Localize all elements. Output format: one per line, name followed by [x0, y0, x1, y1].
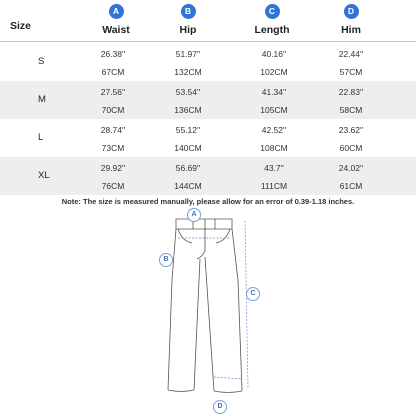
hip-cm: 144CM: [174, 181, 202, 191]
hip-cm: 132CM: [174, 67, 202, 77]
size-row-l: [0, 119, 416, 157]
him-cm: 57CM: [339, 67, 363, 77]
header-divider: [0, 41, 416, 42]
him-label: Him: [341, 24, 361, 36]
table-header: [0, 0, 416, 43]
hip-cm: 140CM: [174, 143, 202, 153]
waist-label: Waist: [102, 24, 130, 36]
him-cm: 58CM: [339, 105, 363, 115]
waist-inch: 26.38'': [100, 49, 126, 59]
marker-d: D: [213, 400, 227, 414]
him-inch: 22.83'': [338, 87, 364, 97]
length-inch: 40.16'': [261, 49, 287, 59]
him-inch: 23.62'': [338, 125, 364, 135]
waist-cm: 73CM: [101, 143, 125, 153]
him-inch: 24.02'': [338, 163, 364, 173]
length-label: Length: [254, 24, 290, 36]
hip-inch: 51.97'': [175, 49, 201, 59]
waist-inch: 27.56'': [100, 87, 126, 97]
length-cm: 102CM: [260, 67, 288, 77]
length-inch: 42.52'': [261, 125, 287, 135]
row-size-label: L: [38, 132, 44, 143]
marker-c: C: [246, 287, 260, 301]
waist-cm: 67CM: [101, 67, 125, 77]
waist-inch: 28.74'': [100, 125, 126, 135]
badge-c: C: [265, 4, 280, 19]
pants-diagram: [0, 205, 416, 416]
him-column-header: [311, 4, 391, 36]
length-cm: 108CM: [260, 143, 288, 153]
size-column-header: Size: [10, 20, 32, 32]
length-inch: 43.7'': [264, 163, 284, 173]
hip-inch: 55.12'': [175, 125, 201, 135]
length-inch: 41.34'': [261, 87, 287, 97]
size-row-s: [0, 43, 416, 81]
hip-cm: 136CM: [174, 105, 202, 115]
length-column-header: [232, 4, 312, 36]
length-cm: 111CM: [260, 181, 288, 191]
measurement-note: Note: The size is measured manually, please allow for an error of 0.39-1.18 inches.: [61, 197, 355, 206]
marker-b: B: [159, 253, 173, 267]
badge-a: A: [109, 4, 124, 19]
badge-b: B: [181, 4, 196, 19]
hip-column-header: [148, 4, 228, 36]
him-cm: 60CM: [339, 143, 363, 153]
waist-cm: 76CM: [101, 181, 125, 191]
marker-a: A: [187, 208, 201, 222]
hip-inch: 53.54'': [175, 87, 201, 97]
row-size-label: S: [38, 56, 45, 67]
waist-inch: 29.92'': [100, 163, 126, 173]
him-inch: 22.44'': [338, 49, 364, 59]
row-size-label: XL: [38, 170, 50, 181]
length-cm: 105CM: [260, 105, 288, 115]
badge-d: D: [344, 4, 359, 19]
waist-column-header: [76, 4, 156, 36]
hip-label: Hip: [179, 24, 197, 36]
size-row-xl: [0, 157, 416, 195]
measurement-lines: [178, 221, 248, 388]
waist-cm: 70CM: [101, 105, 125, 115]
row-size-label: M: [38, 94, 46, 105]
hip-inch: 56.69'': [175, 163, 201, 173]
him-cm: 61CM: [339, 181, 363, 191]
pants-outline-icon: [168, 219, 242, 393]
size-row-m: [0, 81, 416, 119]
